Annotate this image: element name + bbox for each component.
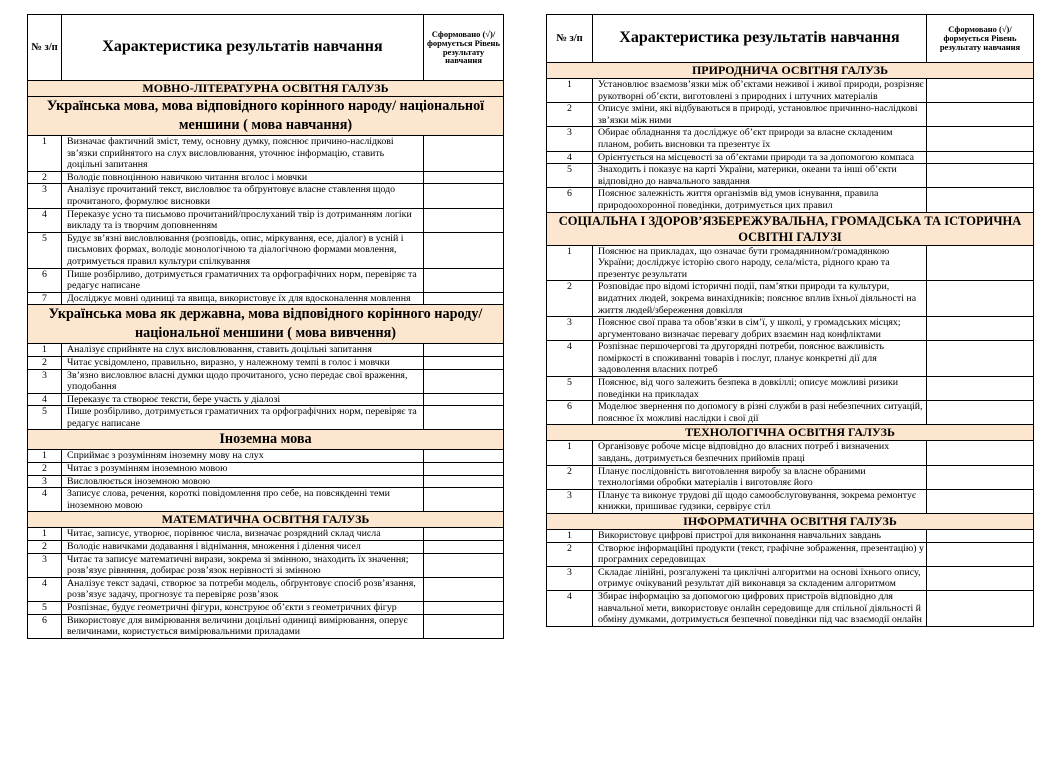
table-row xyxy=(547,590,1034,626)
table-row xyxy=(547,127,1034,151)
row-number: 6 xyxy=(547,188,593,212)
row-number: 3 xyxy=(28,369,62,393)
row-number: 6 xyxy=(547,401,593,425)
table-row xyxy=(547,245,1034,281)
row-text: Пояснює на прикладах, що означає бути громадянином/громадянкою України; досліджує історію свого народу, села/міста, рідного краю та презентує результати xyxy=(593,245,927,281)
table-row xyxy=(547,441,1034,465)
row-text: Використовує цифрові пристрої для виконання навчальних завдань xyxy=(593,530,927,543)
row-number: 4 xyxy=(28,208,62,232)
row-number: 4 xyxy=(547,590,593,626)
status-cell[interactable] xyxy=(424,614,504,638)
row-text: Пише розбірливо, дотримується граматичних та орфографічних норм, перевіряє та редагує написане xyxy=(62,268,424,292)
status-cell[interactable] xyxy=(424,136,504,172)
table-row xyxy=(28,208,504,232)
section-title: ТЕХНОЛОГІЧНА ОСВІТНЯ ГАЛУЗЬ xyxy=(547,425,1034,441)
row-text: Описує зміни, які відбуваються в природі, установлює причинно-наслідкові зв’язки між ними xyxy=(593,103,927,127)
row-number: 5 xyxy=(547,164,593,188)
table-row xyxy=(28,602,504,615)
row-number: 1 xyxy=(547,79,593,103)
row-number: 6 xyxy=(28,614,62,638)
row-number: 4 xyxy=(28,393,62,406)
table-row xyxy=(28,475,504,488)
status-cell[interactable] xyxy=(424,450,504,463)
row-text: Пояснює залежність життя організмів від умов існування, правила природоохоронної поведінки, дотримується цих правил xyxy=(593,188,927,212)
row-number: 2 xyxy=(547,103,593,127)
table-row xyxy=(28,406,504,430)
row-number: 1 xyxy=(547,441,593,465)
area-heading xyxy=(28,81,504,97)
table-row xyxy=(28,577,504,601)
area-heading xyxy=(547,514,1034,530)
row-number: 3 xyxy=(547,489,593,513)
row-text: Читає з розумінням іноземною мовою xyxy=(62,463,424,476)
table-row xyxy=(547,281,1034,317)
area-heading xyxy=(547,425,1034,441)
row-number: 1 xyxy=(28,136,62,172)
table-row xyxy=(28,344,504,357)
row-text: Знаходить і показує на карті України, материки, океани та інші об’єкти відповідно до навчального завдання xyxy=(593,164,927,188)
subject-heading xyxy=(28,430,504,450)
row-text: Аналізує прочитаний текст, висловлює та обґрунтовує власне ставлення щодо прочитаного, формулює висновки xyxy=(62,184,424,208)
status-cell[interactable] xyxy=(927,127,1034,151)
table-row xyxy=(28,614,504,638)
status-cell[interactable] xyxy=(927,489,1034,513)
section-title: СОЦІАЛЬНА І ЗДОРОВ’ЯЗБЕРЕЖУВАЛЬНА, ГРОМАДСЬКА ТА ІСТОРИЧНА ОСВІТНІ ГАЛУЗІ xyxy=(547,212,1034,245)
table-row xyxy=(547,164,1034,188)
row-number: 5 xyxy=(28,602,62,615)
table-row xyxy=(547,79,1034,103)
status-cell[interactable] xyxy=(424,292,504,305)
table-row xyxy=(547,401,1034,425)
area-heading xyxy=(547,63,1034,79)
row-text: Розпізнає першочергові та другорядні потреби, пояснює важливість поміркості в споживанні товарів і послуг, планує конкретні дії для задоволення власних потреб xyxy=(593,341,927,377)
row-number: 2 xyxy=(547,281,593,317)
table-header xyxy=(28,15,504,81)
row-text: Розпізнає, будує геометричні фігури, конструює об’єкти з геометричних фігур xyxy=(62,602,424,615)
section-title: ІНФОРМАТИЧНА ОСВІТНЯ ГАЛУЗЬ xyxy=(547,514,1034,530)
table-row xyxy=(547,341,1034,377)
row-text: Планує послідовність виготовлення виробу за власне обраними технологіями обробки матеріалів і виготовляє його xyxy=(593,465,927,489)
row-number: 1 xyxy=(547,245,593,281)
row-number: 3 xyxy=(547,127,593,151)
row-text: Пояснює, від чого залежить безпека в довкіллі; описує можливі ризики поведінки на прикладах xyxy=(593,377,927,401)
table-row xyxy=(28,488,504,512)
row-text: Розповідає про відомі історичні події, пам’ятки природи та культури, видатних людей, зокрема винахідників; пояснює вплив їхньої діяльності на життя людей/збереження довкілля xyxy=(593,281,927,317)
table-row xyxy=(547,465,1034,489)
table-row xyxy=(547,188,1034,212)
row-text: Володіє повноцінною навичкою читання вголос і мовчки xyxy=(62,171,424,184)
row-number: 4 xyxy=(547,151,593,164)
row-text: Пише розбірливо, дотримується граматичних та орфографічних норм, перевіряє та редагує написане xyxy=(62,406,424,430)
status-cell[interactable] xyxy=(424,344,504,357)
row-text: Зв’язно висловлює власні думки щодо прочитаного, усно передає свої враження, уподобання xyxy=(62,369,424,393)
results-table-left xyxy=(27,14,504,639)
table-row xyxy=(28,268,504,292)
status-cell[interactable] xyxy=(424,356,504,369)
status-cell[interactable] xyxy=(927,441,1034,465)
header-number: № з/п xyxy=(547,15,593,63)
row-text: Пояснює свої права та обов’язки в сім’ї, у школі, у громадських місцях; аргументовано визначає перевагу добрих взаємин над конфліктами xyxy=(593,317,927,341)
row-number: 3 xyxy=(28,475,62,488)
status-cell[interactable] xyxy=(927,245,1034,281)
header-title: Характеристика результатів навчання xyxy=(593,15,927,63)
document-page-left xyxy=(27,14,503,639)
header-title: Характеристика результатів навчання xyxy=(62,15,424,81)
row-text: Аналізує текст задачі, створює за потреби модель, обґрунтовує спосіб розв’язання, розв’язує задачу, прогнозує та перевіряє розв’язок xyxy=(62,577,424,601)
status-cell[interactable] xyxy=(424,541,504,554)
table-row xyxy=(547,377,1034,401)
row-text: Аналізує сприйняте на слух висловлювання, ставить доцільні запитання xyxy=(62,344,424,357)
row-text: Читає та записує математичні вирази, зокрема зі змінною, знаходить їх значення; розв’язує рівняння, добирає розв’язок нерівності зі змінною xyxy=(62,553,424,577)
row-number: 3 xyxy=(547,317,593,341)
row-text: Переказує та створює тексти, бере участь у діалозі xyxy=(62,393,424,406)
row-text: Читає, записує, утворює, порівнює числа, визначає розрядний склад числа xyxy=(62,528,424,541)
row-number: 2 xyxy=(547,542,593,566)
row-text: Збирає інформацію за допомогою цифрових пристроїв відповідно для навчальної мети, використовує онлайн середовище для спільної діяльності й обміну думками, дотримується безпечної поведінки під час взаємодії онлайн xyxy=(593,590,927,626)
results-table-right xyxy=(546,14,1034,627)
section-title: МАТЕМАТИЧНА ОСВІТНЯ ГАЛУЗЬ xyxy=(28,512,504,528)
table-row xyxy=(28,528,504,541)
status-cell[interactable] xyxy=(927,164,1034,188)
row-text: Досліджує мовні одиниці та явища, використовує їх для вдосконалення мовлення xyxy=(62,292,424,305)
table-row xyxy=(28,393,504,406)
status-cell[interactable] xyxy=(424,171,504,184)
status-cell[interactable] xyxy=(927,79,1034,103)
section-title: Українська мова, мова відповідного корінного народу/ національної меншини ( мова навчання) xyxy=(28,97,504,136)
row-number: 1 xyxy=(28,450,62,463)
table-row xyxy=(547,317,1034,341)
row-number: 3 xyxy=(28,184,62,208)
status-cell[interactable] xyxy=(424,268,504,292)
row-number: 5 xyxy=(28,232,62,268)
section-title: Українська мова як державна, мова відповідного корінного народу/ національної меншини ( мова вивчення) xyxy=(28,305,504,344)
status-cell[interactable] xyxy=(424,488,504,512)
row-number: 6 xyxy=(28,268,62,292)
area-heading xyxy=(28,512,504,528)
status-cell[interactable] xyxy=(424,553,504,577)
table-row xyxy=(28,356,504,369)
row-text: Висловлюється іноземною мовою xyxy=(62,475,424,488)
row-text: Орієнтується на місцевості за об’єктами природи та за допомогою компаса xyxy=(593,151,927,164)
section-title: ПРИРОДНИЧА ОСВІТНЯ ГАЛУЗЬ xyxy=(547,63,1034,79)
table-row xyxy=(28,232,504,268)
table-row xyxy=(547,151,1034,164)
row-text: Моделює звернення по допомогу в різні служби в разі небезпечних ситуацій, пояснює їх можливі наслідки і свої дії xyxy=(593,401,927,425)
table-header xyxy=(547,15,1034,63)
row-text: Читає усвідомлено, правильно, виразно, у належному темпі в голос і мовчки xyxy=(62,356,424,369)
status-cell[interactable] xyxy=(927,317,1034,341)
row-number: 1 xyxy=(547,530,593,543)
header-status: Сформовано (√)/ формується Рівень результату навчання xyxy=(424,15,504,81)
status-cell[interactable] xyxy=(927,103,1034,127)
status-cell[interactable] xyxy=(424,475,504,488)
status-cell[interactable] xyxy=(927,566,1034,590)
status-cell[interactable] xyxy=(424,577,504,601)
row-number: 3 xyxy=(547,566,593,590)
row-number: 2 xyxy=(547,465,593,489)
table-row xyxy=(28,553,504,577)
table-row xyxy=(28,369,504,393)
status-cell[interactable] xyxy=(424,369,504,393)
area-heading xyxy=(547,212,1034,245)
row-text: Створює інформаційні продукти (текст, графічне зображення, презентацію) у програмних середовищах xyxy=(593,542,927,566)
status-cell[interactable] xyxy=(927,530,1034,543)
status-cell[interactable] xyxy=(424,232,504,268)
row-number: 5 xyxy=(28,406,62,430)
row-number: 7 xyxy=(28,292,62,305)
header-number: № з/п xyxy=(28,15,62,81)
table-row xyxy=(28,463,504,476)
table-row xyxy=(547,103,1034,127)
table-row xyxy=(28,136,504,172)
row-number: 4 xyxy=(547,341,593,377)
row-text: Використовує для вимірювання величини доцільні одиниці вимірювання, оперує величинами, користується вимірювальними приладами xyxy=(62,614,424,638)
table-row xyxy=(28,450,504,463)
row-number: 2 xyxy=(28,541,62,554)
status-cell[interactable] xyxy=(927,465,1034,489)
table-row xyxy=(547,542,1034,566)
status-cell[interactable] xyxy=(424,208,504,232)
table-row xyxy=(547,530,1034,543)
status-cell[interactable] xyxy=(927,590,1034,626)
status-cell[interactable] xyxy=(424,406,504,430)
status-cell[interactable] xyxy=(927,281,1034,317)
status-cell[interactable] xyxy=(424,528,504,541)
document-page-right xyxy=(546,14,1033,627)
row-number: 5 xyxy=(547,377,593,401)
row-number: 4 xyxy=(28,488,62,512)
row-text: Обирає обладнання та досліджує об’єкт природи за власне складеним планом, робить висновки та презентує їх xyxy=(593,127,927,151)
row-text: Установлює взаємозв’язки між об’єктами неживої і живої природи, розрізняє рукотворні об’єкти, виготовлені з природних і штучних матеріалів xyxy=(593,79,927,103)
row-number: 2 xyxy=(28,356,62,369)
subject-heading xyxy=(28,97,504,136)
status-cell[interactable] xyxy=(927,151,1034,164)
status-cell[interactable] xyxy=(927,401,1034,425)
row-text: Планує та виконує трудові дії щодо самообслуговування, зокрема ремонтує книжки, пришиває ґудзики, сервірує стіл xyxy=(593,489,927,513)
section-title: Іноземна мова xyxy=(28,430,504,450)
row-text: Переказує усно та письмово прочитаний/прослуханий твір із дотриманням логіки викладу та із творчим доповненням xyxy=(62,208,424,232)
header-status: Сформовано (√)/ формується Рівень результату навчання xyxy=(927,15,1034,63)
row-text: Сприймає з розумінням іноземну мову на слух xyxy=(62,450,424,463)
status-cell[interactable] xyxy=(424,602,504,615)
row-number: 1 xyxy=(28,344,62,357)
row-number: 3 xyxy=(28,553,62,577)
table-row xyxy=(28,184,504,208)
row-text: Будує зв’язні висловлювання (розповідь, опис, міркування, есе, діалог) в усній і письмових формах, володіє монологічною та діалогічною формами мовлення, дотримується правил культури спілкування xyxy=(62,232,424,268)
row-number: 2 xyxy=(28,463,62,476)
section-title: МОВНО-ЛІТЕРАТУРНА ОСВІТНЯ ГАЛУЗЬ xyxy=(28,81,504,97)
table-row xyxy=(547,489,1034,513)
row-text: Визначає фактичний зміст, тему, основну думку, пояснює причино-наслідкові зв’язки сприйнятого на слух висловлювання, уточнює інформацію, ставить доцільні запитання xyxy=(62,136,424,172)
status-cell[interactable] xyxy=(927,377,1034,401)
status-cell[interactable] xyxy=(424,463,504,476)
status-cell[interactable] xyxy=(424,393,504,406)
status-cell[interactable] xyxy=(424,184,504,208)
table-row xyxy=(28,171,504,184)
row-text: Організовує робоче місце відповідно до власних потреб і визначених завдань, дотримується безпечних прийомів праці xyxy=(593,441,927,465)
row-text: Складає лінійні, розгалужені та циклічні алгоритми на основі їхнього опису, отримує очікуваний результат дій виконавця за складеним алгоритмом xyxy=(593,566,927,590)
status-cell[interactable] xyxy=(927,188,1034,212)
row-number: 2 xyxy=(28,171,62,184)
row-number: 4 xyxy=(28,577,62,601)
table-row xyxy=(28,541,504,554)
subject-heading xyxy=(28,305,504,344)
row-text: Володіє навичками додавання і віднімання, множення і ділення чисел xyxy=(62,541,424,554)
status-cell[interactable] xyxy=(927,341,1034,377)
table-row xyxy=(547,566,1034,590)
row-text: Записує слова, речення, короткі повідомлення про себе, на повсякденні теми іноземною мовою xyxy=(62,488,424,512)
table-row xyxy=(28,292,504,305)
row-number: 1 xyxy=(28,528,62,541)
status-cell[interactable] xyxy=(927,542,1034,566)
